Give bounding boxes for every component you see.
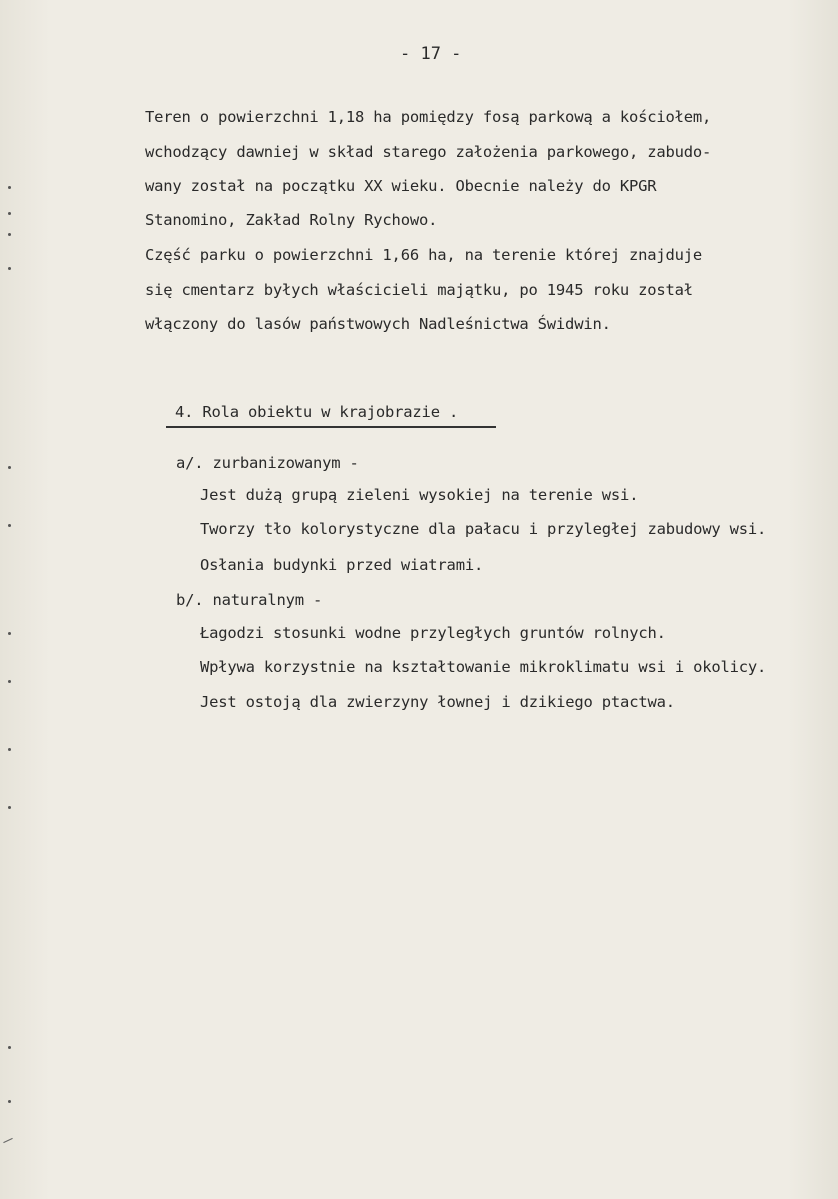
margin-speck [8, 186, 11, 189]
paragraph-2-line-2: się cmentarz byłych właścicieli majątku, po 1945 roku został [145, 281, 693, 299]
margin-speck [8, 806, 11, 809]
page-number: - 17 - [400, 44, 462, 64]
paragraph-1-line-1: Teren o powierzchni 1,18 ha pomiędzy fosą parkową a kościołem, [145, 108, 712, 126]
margin-speck [8, 212, 11, 215]
margin-speck [8, 267, 11, 270]
subsection-a-item-2: Tworzy tło kolorystyczne dla pałacu i przyległej zabudowy wsi. [200, 520, 767, 538]
subsection-b-item-1: Łagodzi stosunki wodne przyległych gruntów rolnych. [200, 624, 666, 642]
section-heading: 4. Rola obiektu w krajobrazie . [175, 403, 459, 421]
margin-mark [3, 1138, 12, 1143]
subsection-b-item-2: Wpływa korzystnie na kształtowanie mikroklimatu wsi i okolicy. [200, 658, 767, 676]
subsection-a-item-1: Jest dużą grupą zieleni wysokiej na terenie wsi. [200, 486, 639, 504]
paragraph-2-line-3: włączony do lasów państwowych Nadleśnictwa Świdwin. [145, 315, 611, 333]
paragraph-2-line-1: Część parku o powierzchni 1,66 ha, na terenie której znajduje [145, 246, 703, 264]
margin-speck [8, 680, 11, 683]
paragraph-1-line-4: Stanomino, Zakład Rolny Rychowo. [145, 211, 438, 229]
margin-speck [8, 748, 11, 751]
margin-speck [8, 233, 11, 236]
subsection-a-label: a/. zurbanizowanym - [176, 454, 359, 472]
margin-speck [8, 466, 11, 469]
subsection-a-item-3: Osłania budynki przed wiatrami. [200, 556, 484, 574]
subsection-b-label: b/. naturalnym - [176, 591, 323, 609]
margin-speck [8, 524, 11, 527]
margin-speck [8, 1046, 11, 1049]
subsection-b-item-3: Jest ostoją dla zwierzyny łownej i dzikiego ptactwa. [200, 693, 675, 711]
heading-underline [166, 426, 496, 428]
margin-speck [8, 1100, 11, 1103]
margin-speck [8, 632, 11, 635]
paragraph-1-line-2: wchodzący dawniej w skład starego założenia parkowego, zabudo- [145, 143, 712, 161]
paragraph-1-line-3: wany został na początku XX wieku. Obecnie należy do KPGR [145, 177, 657, 195]
